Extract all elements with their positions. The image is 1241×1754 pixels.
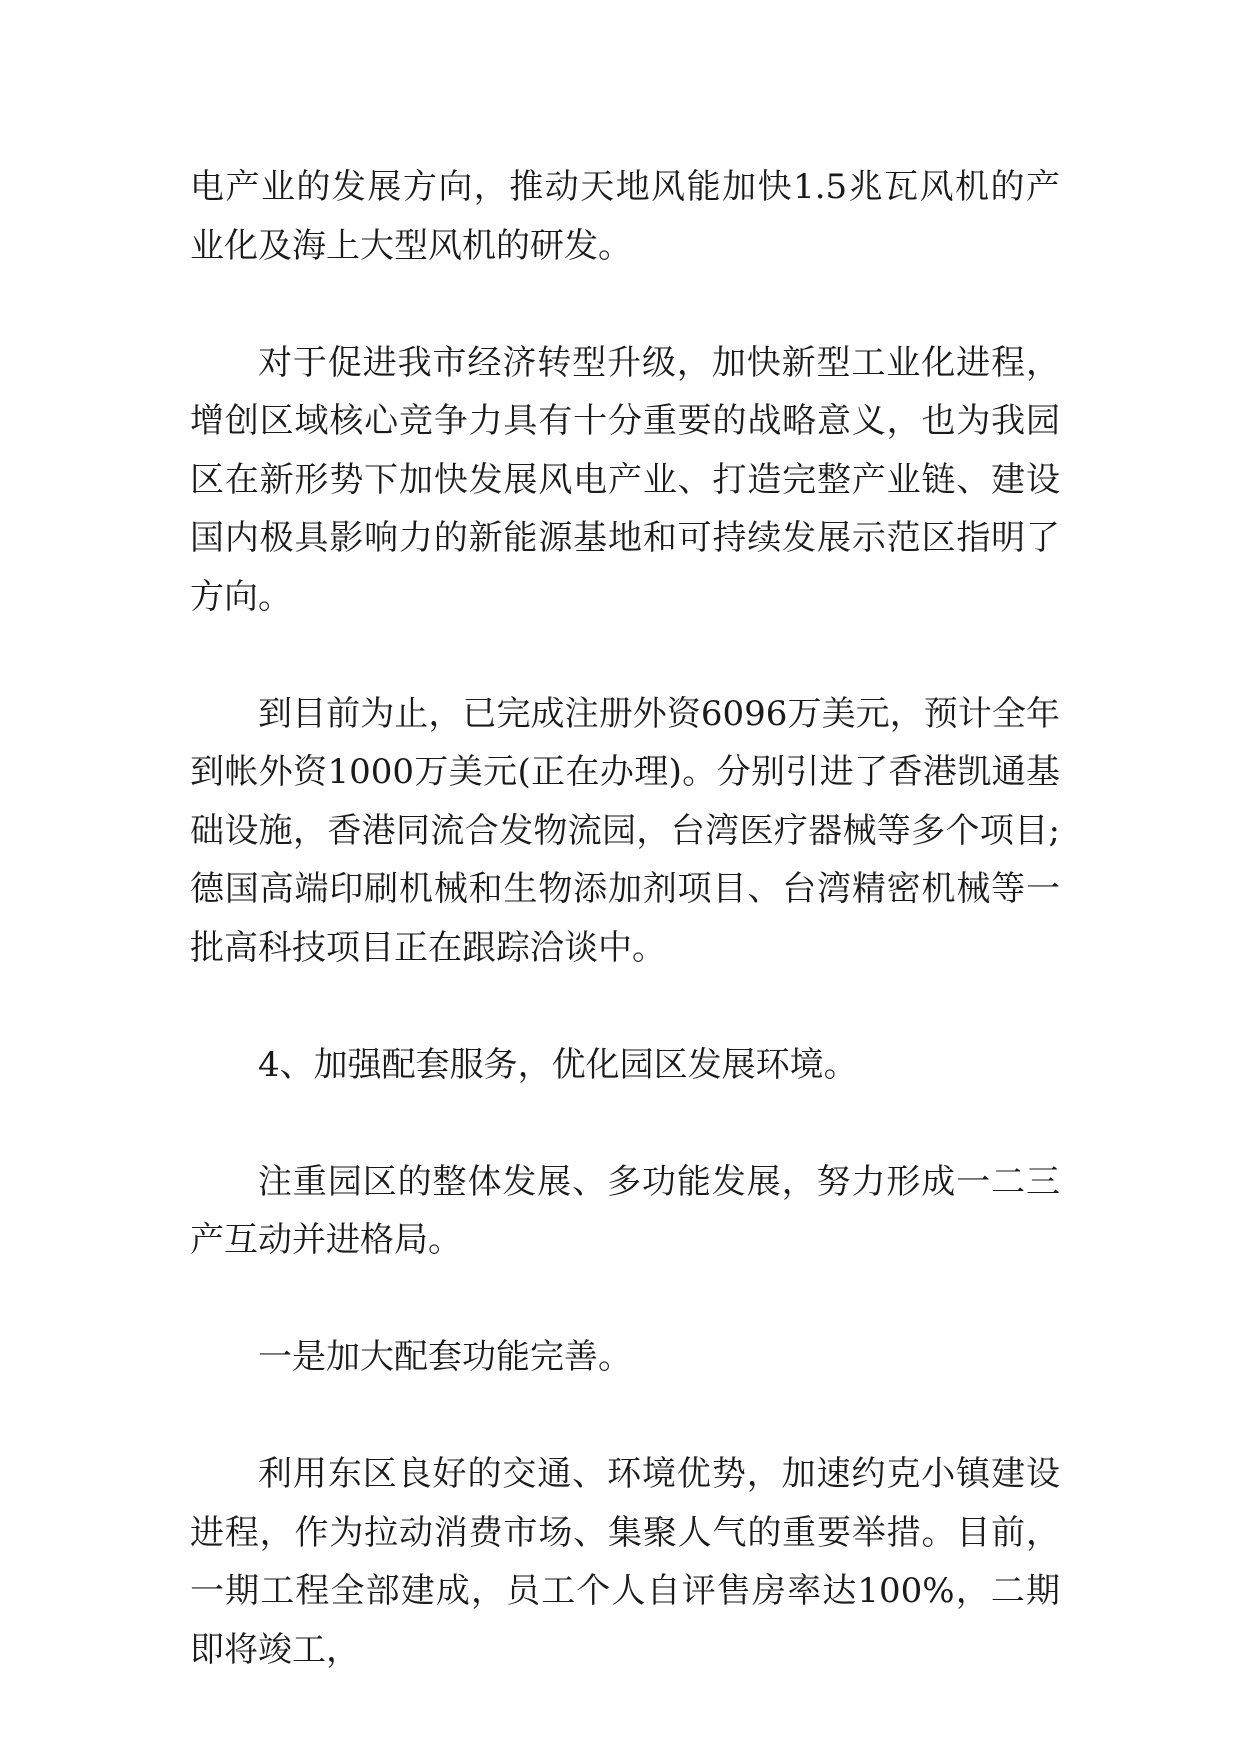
section-heading-support-services: 4、加强配套服务，优化园区发展环境。 (258, 1044, 858, 1085)
paragraph-strategic-significance: 对于促进我市经济转型升级，加快新型工业化进程，增创区域核心竞争力具有十分重要的战略意义，也为我园区在新形势下加快发展风电产业、打造完整产业链、建设国内极具影响力的新能源基地和可持续发展示范区指明了方向。 (190, 342, 1060, 617)
paragraph-overall-development: 注重园区的整体发展、多功能发展，努力形成一二三产互动并进格局。 (190, 1161, 1060, 1260)
subheading-supporting-functions: 一是加大配套功能完善。 (258, 1337, 632, 1377)
paragraph-foreign-investment: 到目前为止，已完成注册外资6096万美元，预计全年到帐外资1000万美元(正在办理)。分别引进了香港凯通基础设施，香港同流合发物流园，台湾医疗器械等多个项目;德国高端印刷机械和生物添加剂项目、台湾精密机械等一批高科技项目正在跟踪洽谈中。 (190, 693, 1060, 968)
document-body (190, 158, 1060, 1738)
paragraph-continuation: 电产业的发展方向，推动天地风能加快1.5兆瓦风机的产业化及海上大型风机的研发。 (190, 167, 1060, 266)
paragraph-york-town: 利用东区良好的交通、环境优势，加速约克小镇建设进程，作为拉动消费市场、集聚人气的重要举措。目前，一期工程全部建成，员工个人自评售房率达100%，二期即将竣工， (190, 1454, 1060, 1670)
